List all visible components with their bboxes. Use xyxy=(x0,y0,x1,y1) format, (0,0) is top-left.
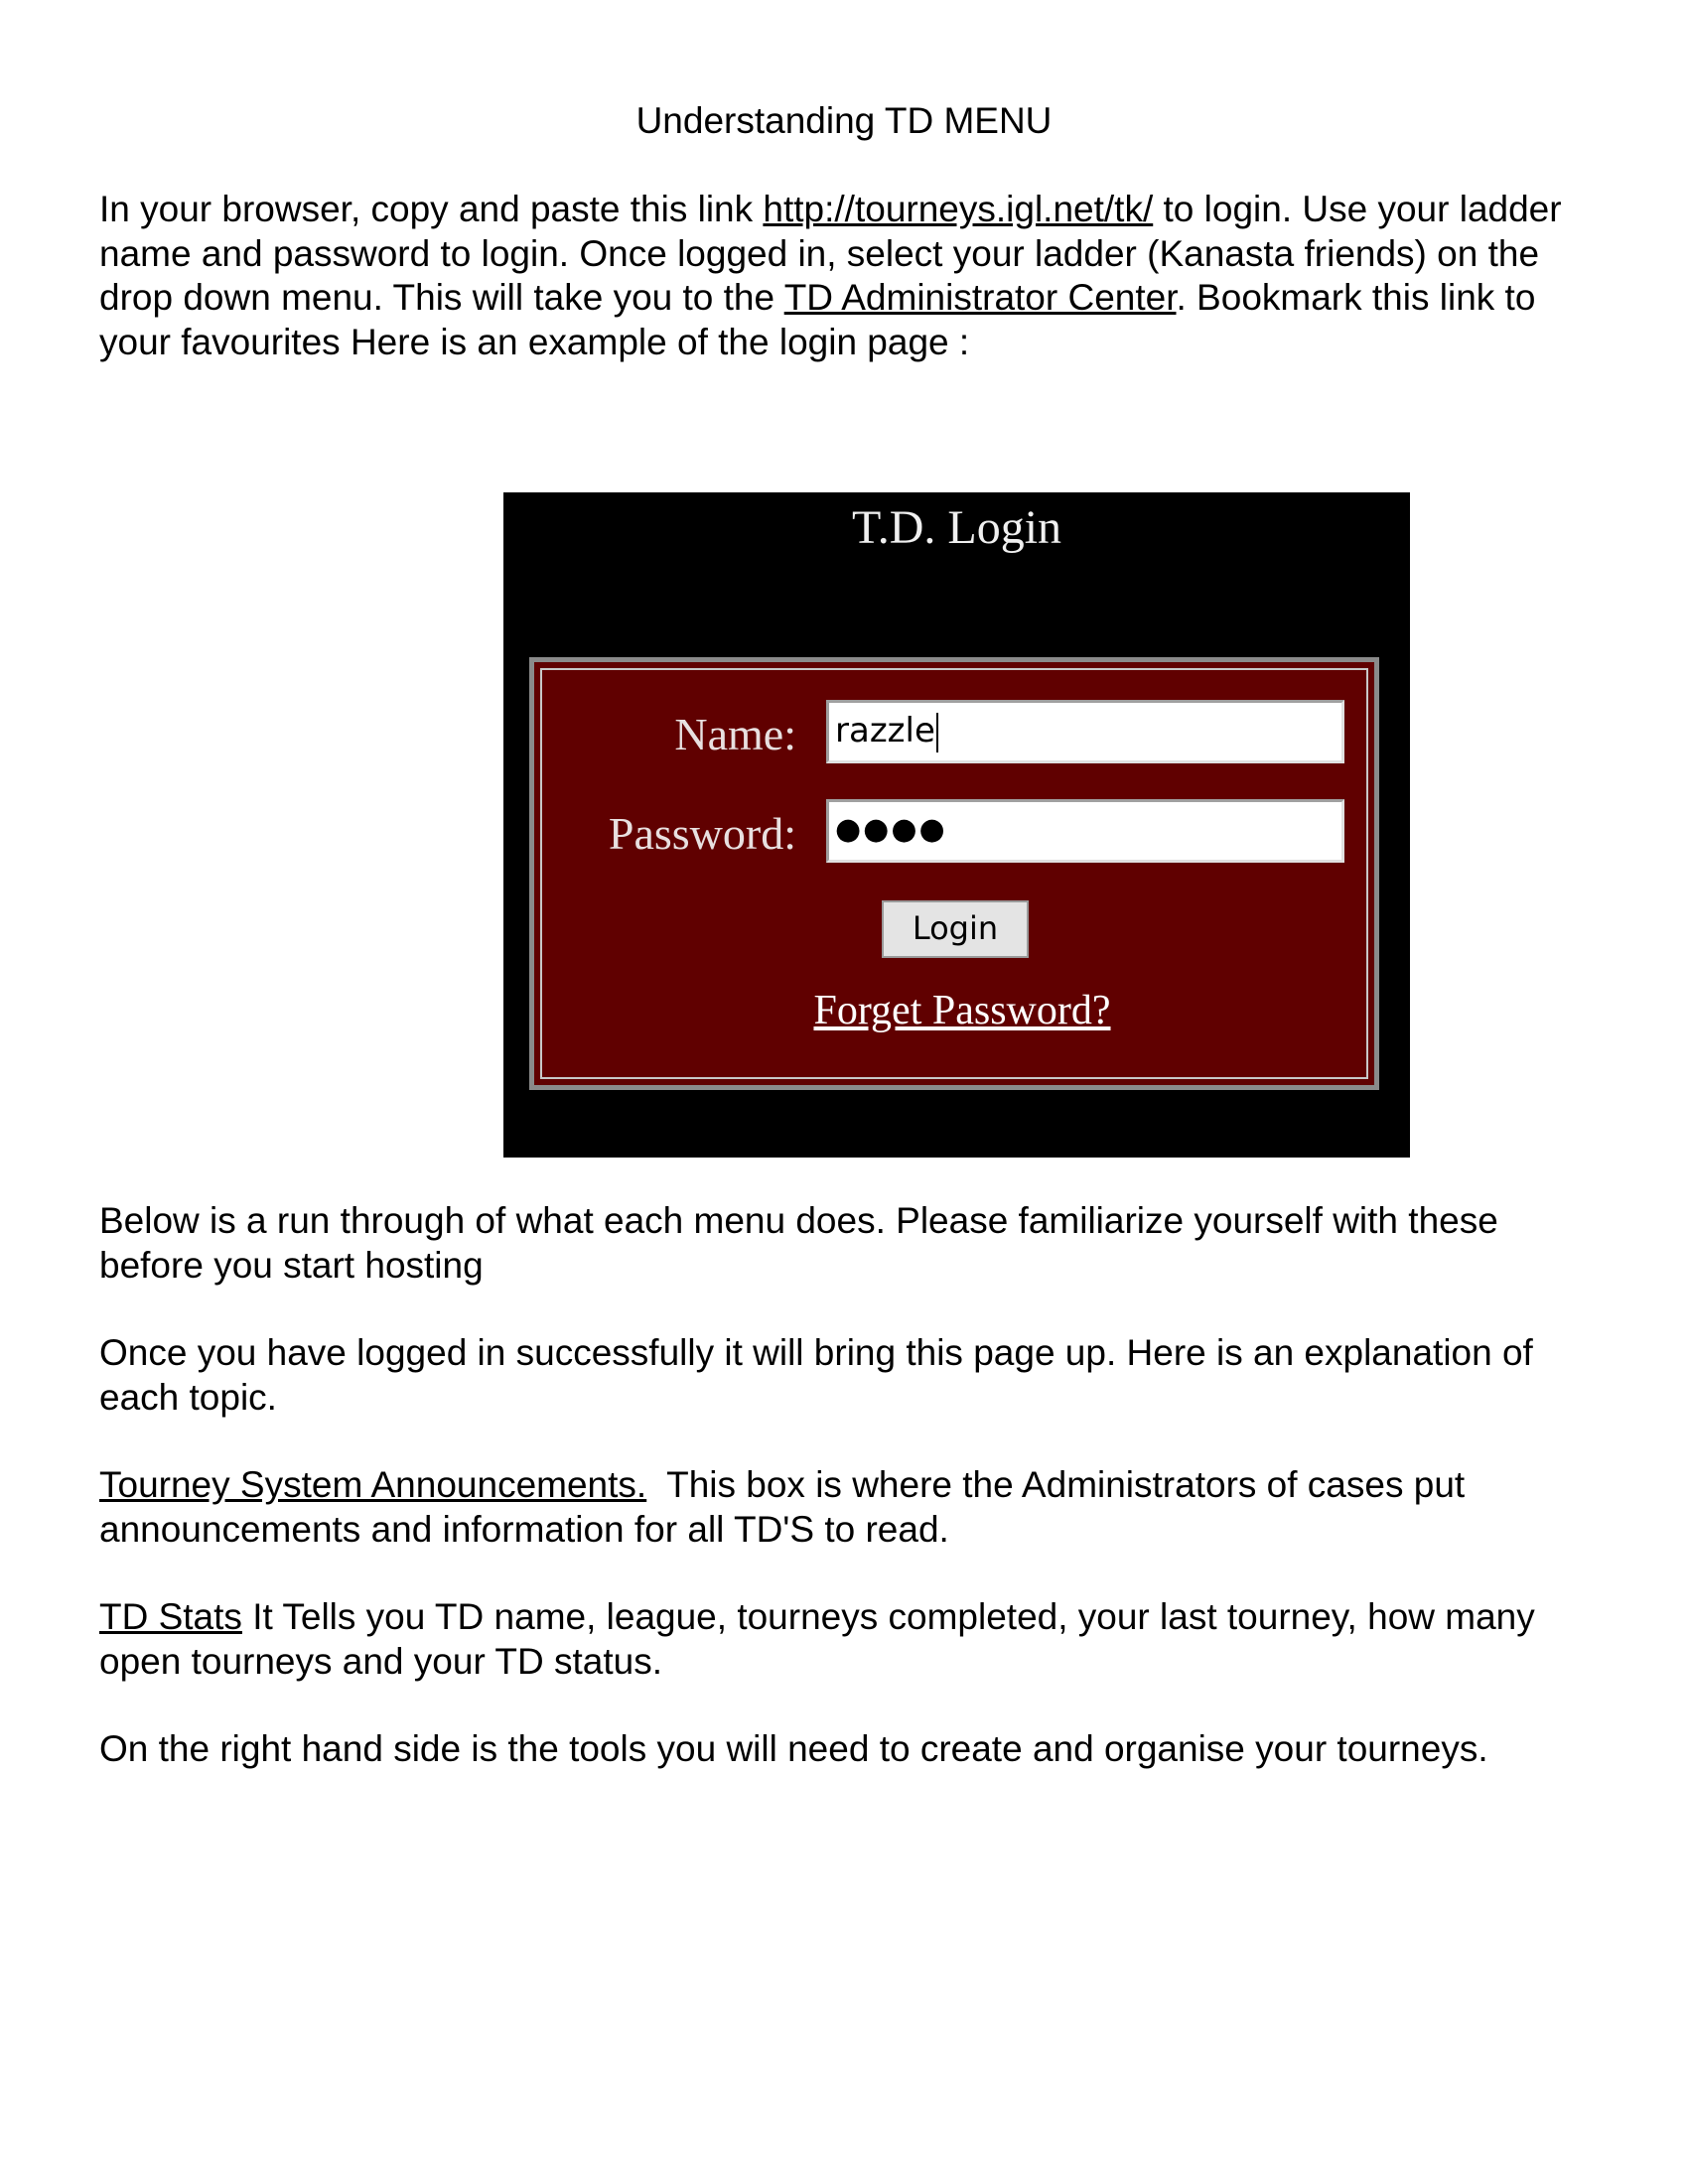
td-stats-text: It Tells you TD name, league, tourneys completed, your last tourney, how many open tourneys and your TD status. xyxy=(99,1596,1535,1682)
document-title: Understanding TD MENU xyxy=(635,100,1053,141)
announcements-heading: Tourney System Announcements. xyxy=(99,1464,647,1505)
text-caret xyxy=(936,713,938,752)
login-screenshot xyxy=(503,492,1410,1158)
login-panel-inner-border xyxy=(540,668,1368,1079)
announcements-paragraph xyxy=(99,1463,1609,1552)
login-panel xyxy=(529,657,1379,1090)
right-side-paragraph: On the right hand side is the tools you will need to create and organise your tourneys. xyxy=(99,1728,1488,1769)
login-url-link[interactable]: http://tourneys.igl.net/tk/ xyxy=(763,189,1154,229)
announcements-text: This box is where the Administrators of cases put announcements and information for all TD'S to read. xyxy=(99,1464,1476,1550)
login-button[interactable]: Login xyxy=(882,900,1029,958)
intro-text-1: In your browser, copy and paste this link xyxy=(99,189,764,229)
password-input-value: ●●●● xyxy=(835,812,947,847)
logged-in-paragraph: Once you have logged in successfully it will bring this page up. Here is an explanation of each topic. xyxy=(99,1332,1533,1418)
run-through-paragraph: Below is a run through of what each menu does. Please familiarize yourself with these before you start hosting xyxy=(99,1200,1498,1286)
name-label: Name: xyxy=(674,709,796,759)
td-stats-heading: TD Stats xyxy=(99,1596,242,1637)
login-title: T.D. Login xyxy=(851,501,1062,554)
name-input-value: razzle xyxy=(835,711,935,751)
intro-text-2: to login. Use your ladder name and password to login. Once logged in, select your ladder (Kanasta friends) on the drop down menu. This will take you to the xyxy=(99,189,1562,318)
td-stats-paragraph xyxy=(99,1595,1609,1684)
password-input[interactable] xyxy=(826,799,1344,863)
forget-password-link[interactable]: Forget Password? xyxy=(813,988,1111,1033)
password-label: Password: xyxy=(608,808,796,859)
name-input[interactable] xyxy=(826,700,1344,763)
intro-text-3: . Bookmark this link to your favourites Here is an example of the login page : xyxy=(99,277,1536,362)
intro-paragraph xyxy=(99,188,1609,364)
td-admin-center-link[interactable]: TD Administrator Center xyxy=(783,277,1177,318)
